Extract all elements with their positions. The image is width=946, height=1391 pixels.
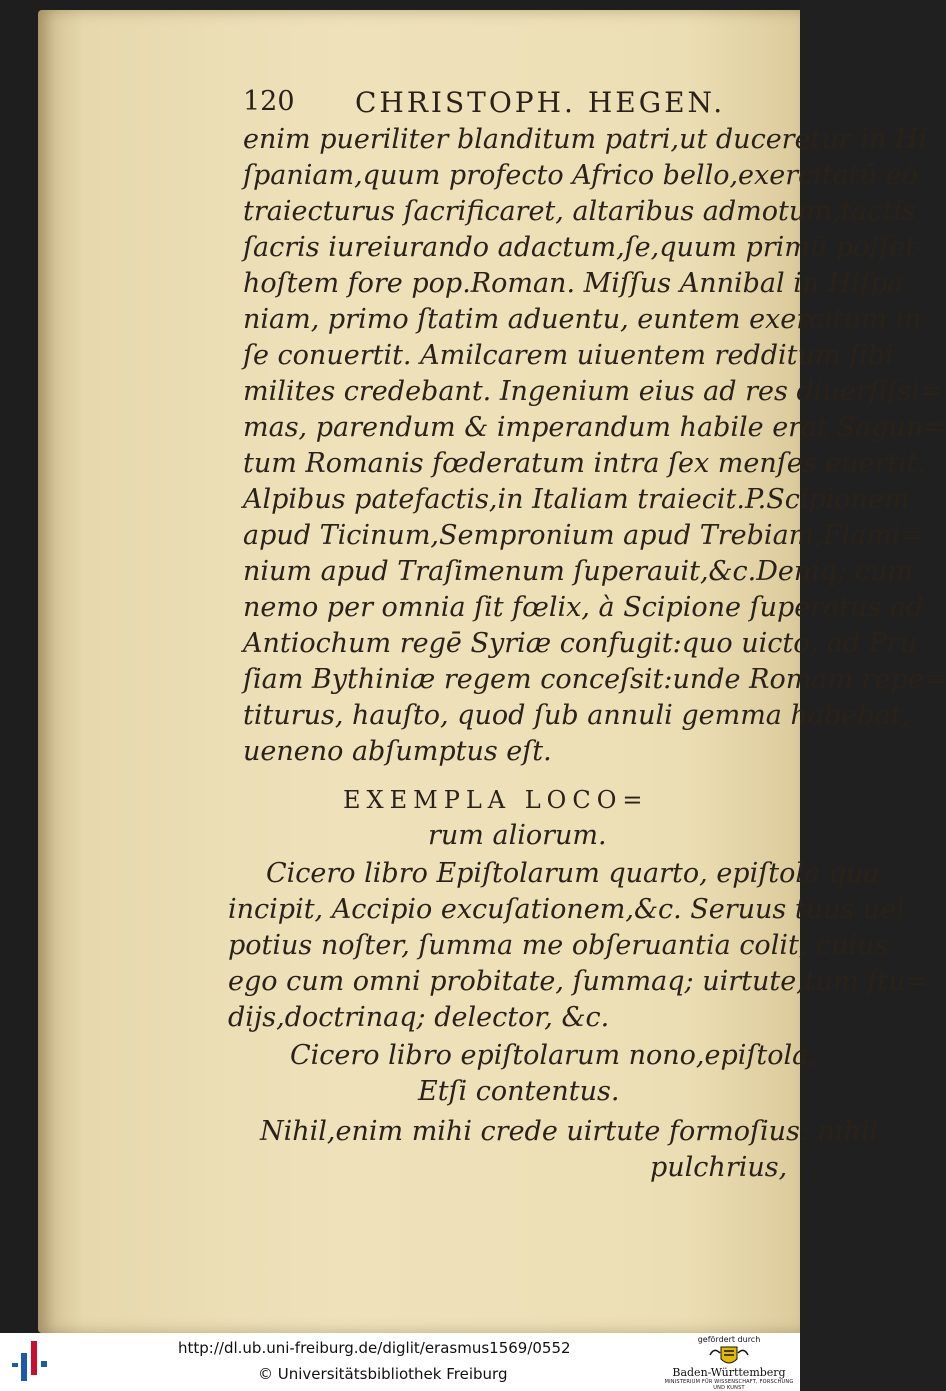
text-line: nium apud Traſimenum ſuperauit,&c.Deniq; cum [243, 556, 913, 587]
text-line: ſacris iureiurando adactum,ſe,quum primū poſſet [243, 232, 917, 263]
funder-subtitle: MINISTERIUM FÜR WISSENSCHAFT, FORSCHUNG UND KUNST [664, 1379, 794, 1391]
text-line: mas, parendum & imperandum habile erat Sagun= [243, 412, 946, 443]
funder-caption: gefördert durch [697, 1335, 761, 1344]
text-line: hoſtem fore pop.Roman. Miſſus Annibal in Hiſpa [243, 268, 904, 299]
funder-name: Baden-Württemberg [672, 1366, 786, 1379]
text-line: traiecturus ſacrificaret, altaribus admotum,tactis [243, 196, 916, 227]
library-logo-icon [8, 1339, 52, 1385]
text-line: Nihil,enim mihi crede uirtute formoſius: nihil [260, 1116, 879, 1147]
text-line: apud Ticinum,Sempronium apud Trebiam,Flami= [243, 520, 924, 551]
copyright-notice: © Universitätsbibliothek Freiburg [258, 1365, 508, 1383]
text-line: ueneno abſumptus eſt. [243, 736, 552, 767]
text-line: ſpaniam,quum profecto Africo bello,exercitatū eò [243, 160, 918, 191]
text-line: tum Romanis fœderatum intra ſex menſes euertit. [243, 448, 927, 479]
viewer-footer [0, 1333, 800, 1391]
text-line: Cicero libro Epiſtolarum quarto, epiſtola qua [266, 858, 880, 889]
text-line: titurus, hauſto, quod ſub annuli gemma habebat, [243, 700, 911, 731]
text-line: milites credebant. Ingenium eius ad res diuerſiſsi= [243, 376, 943, 407]
text-line: ſiam Bythiniæ regem conceſsit:unde Romam repe= [243, 664, 946, 695]
funder-logo [664, 1335, 794, 1389]
page-number: 120 [243, 86, 295, 117]
section-heading-continued: rum aliorum. [428, 820, 607, 851]
text-line: nemo per omnia ſit fœlix, à Scipione ſuperatus ad [243, 592, 924, 623]
running-title: CHRISTOPH. HEGEN. [355, 86, 726, 119]
text-line: dijs,doctrinaq; delector, &c. [228, 1002, 610, 1033]
text-line: niam, primo ſtatim aduentu, euntem exercitum in [243, 304, 922, 335]
text-line: potius noſter, ſumma me obſeruantia colit, cuius [228, 930, 889, 961]
text-line: Antiochum regē Syriæ confugit:quo uicto, ad Pru [243, 628, 918, 659]
text-line: ſe conuertit. Amilcarem uiuentem redditum ſibi [243, 340, 894, 371]
text-line: Cicero libro epiſtolarum nono,epiſtola, [290, 1040, 817, 1071]
coat-of-arms-icon [706, 1345, 752, 1369]
text-line: enim pueriliter blanditum patri,ut duceretur in Hi [243, 124, 928, 155]
text-line: ego cum omni probitate, ſummaq; uirtute,tum ſtu= [228, 966, 929, 997]
text-line: Etſi contentus. [418, 1076, 620, 1107]
section-heading: EXEMPLA LOCO= [343, 786, 649, 814]
book-page [38, 10, 946, 1333]
text-line: incipit, Accipio excuſationem,&c. Seruus tuus uel [228, 894, 905, 925]
catchword: pulchrius, [650, 1152, 788, 1183]
permalink[interactable]: http://dl.ub.uni-freiburg.de/diglit/erasmus1569/0552 [178, 1339, 571, 1357]
text-line: Alpibus patefactis,in Italiam traiecit.P.Scipionem [243, 484, 910, 515]
